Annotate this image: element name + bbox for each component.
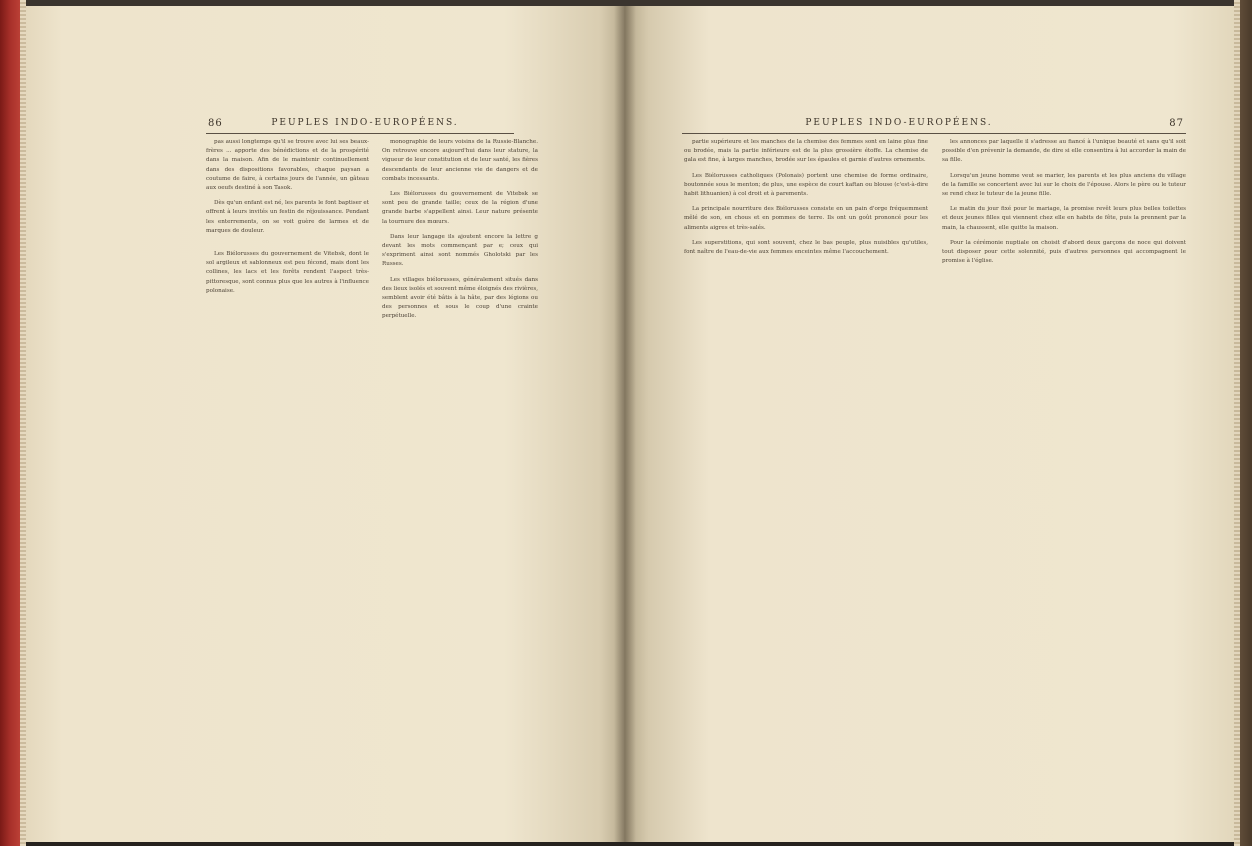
right-column-1 bbox=[684, 138, 928, 832]
left-running-title: PEUPLES INDO-EUROPÉENS. bbox=[271, 118, 459, 128]
left-col2-paragraph: Dans leur langage ils ajoutent encore la lettre g devant les mots commençant par e; ceux qui s'expriment ainsi sont nommés Gholotski par les Russes. bbox=[382, 233, 538, 268]
left-page bbox=[26, 6, 624, 842]
right-col1-paragraph: partie supérieure et les manches de la chemise des femmes sont en laine plus fine ou brodée, mais la partie inférieure est de la plus grossière étoffe. La chemise de gala est fine, à larges manches, brodée sur les épaules et garnie d'autres ornements. bbox=[684, 139, 928, 164]
right-col1-paragraph: La principale nourriture des Biélorusses consiste en un pain d'orge fréquemment mêlé de son, en chous et en pommes de terre. Ils ont un goût prononcé pour les aliments aigres et très-salés. bbox=[684, 206, 928, 231]
right-head-rule bbox=[682, 133, 1186, 134]
book-gutter bbox=[614, 6, 636, 842]
right-col2-paragraph: Lorsqu'un jeune homme veut se marier, les parents et les plus anciens du village de la famille se concertent avec lui sur le choix de l'épouse. Alors le père ou le tuteur se rend chez le tuteur de la jeune fille. bbox=[942, 172, 1186, 198]
left-head-rule bbox=[206, 133, 514, 134]
book-cover-left bbox=[0, 0, 26, 846]
right-page-number: 87 bbox=[1169, 118, 1184, 129]
right-col2-paragraph: Pour la cérémonie nuptiale on choisit d'abord deux garçons de noce qui doivent tout disposer pour cette solennité, puis d'autres personnes qui accompagnent le promise à l'église. bbox=[942, 239, 1186, 265]
right-col1-paragraph: Les superstitions, qui sont souvent, chez le bas peuple, plus nuisibles qu'utiles, font naître de l'eau-de-vie aux femmes enceintes même l'accouchement. bbox=[684, 239, 928, 256]
right-running-title: PEUPLES INDO-EUROPÉENS. bbox=[805, 118, 993, 128]
left-col2-paragraph: monographie de leurs voisins de la Russie-Blanche. On retrouve encore aujourd'hui dans leur stature, la vigueur de leur constitution et de leur santé, les fières descendants de leur ancienne vie de dangers et de combats incessants. bbox=[382, 139, 538, 182]
right-col2-paragraph: Le matin du jour fixé pour le mariage, la promise revêt leurs plus belles toilettes et deux jeunes filles qui viennent chez elle en habits de fête, puis la prennent par la main, la chaussent, elle quitte la maison. bbox=[942, 206, 1186, 231]
left-running-head bbox=[26, 118, 624, 132]
left-col2-paragraph: Les Biélorusses du gouvernement de Vitebsk se sont peu de grande taille; ceux de la région d'une grande barbe s'appellent ainsi. Leur nature présente la tournure des mœurs. bbox=[382, 191, 538, 225]
left-col1-paragraph: Dès qu'un enfant est né, les parents le font baptiser et offrent à leurs invités un festin de réjouissance. Pendant les enterrements, on se voit guère de larmes et de marques de douleur. bbox=[206, 200, 369, 234]
left-column-2 bbox=[382, 138, 538, 832]
left-col1-paragraph: Les Biélorusses du gouvernement de Vitebsk, dont le sol argileux et sablonneux est peu fécond, mais dont les collines, les lacs et les forêts rendent l'aspect très-pittoresque, sont connus plus que les autres à l'influence polonaise. bbox=[206, 251, 369, 294]
right-col2-paragraph: les annonces par laquelle il s'adresse au fiancé à l'unique beauté et sans qu'il soit possible d'en prévenir la demande, de dire si elle consentira à lui accorder la main de sa fille. bbox=[942, 139, 1186, 164]
left-column-1 bbox=[206, 138, 369, 832]
right-col1-paragraph: Les Biélorusses catholiques (Polonais) portent une chemise de forme ordinaire, boutonnée sous le menton; de plus, une espèce de court kaftan ou blouse (c'est-à-dire habit lithuanien) à col droit et à parements. bbox=[684, 172, 928, 198]
left-page-number: 86 bbox=[208, 118, 223, 129]
left-col1-paragraph: pas aussi longtemps qu'il se trouve avec lui ses beaux-frères ... apporte des bénédictions et de la prospérité dans la maison. Afin de le maintenir continuellement dans des dispositions favorables, chaque paysan a coutume de faire, à certains jours de l'année, un gâteau aux oeufs destiné à son Tasok. bbox=[206, 139, 369, 192]
left-col2-paragraph: Les villages biélorusses, généralement situés dans des lieux isolés et souvent même éloignés des rivières, semblent avoir été bâtis à la hâte, par des légions ou des personnes et sous le coup d'une crainte perpétuelle. bbox=[382, 276, 538, 320]
book-cover-right bbox=[1234, 0, 1252, 846]
right-running-head bbox=[624, 118, 1234, 132]
right-column-2 bbox=[942, 138, 1186, 832]
right-page bbox=[624, 6, 1234, 842]
